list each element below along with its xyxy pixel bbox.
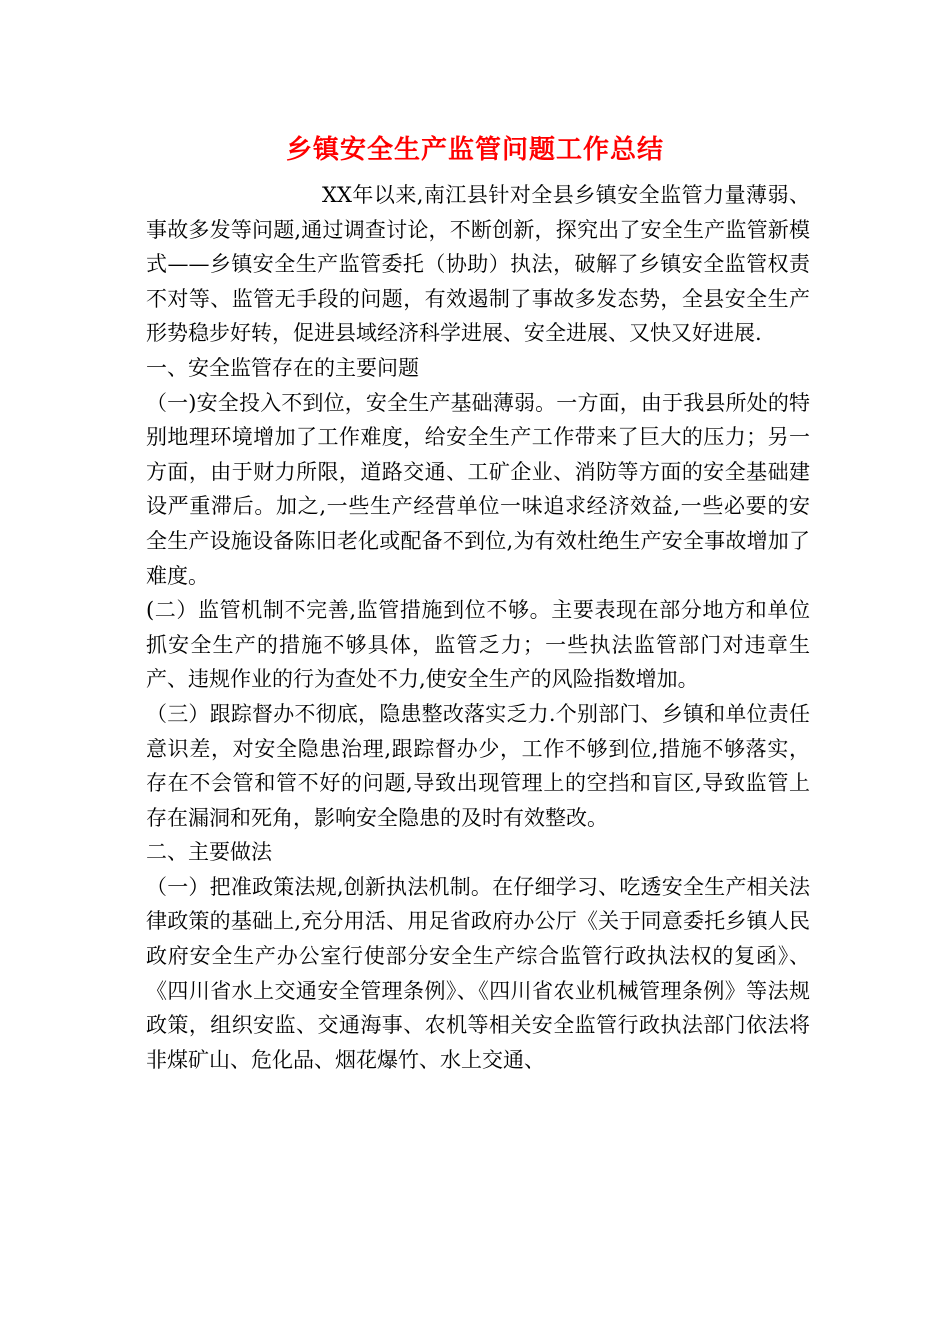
problem-paragraph-2: (二）监管机制不完善,监管措施到位不够。主要表现在部分地方和单位抓安全生产的措施不够具体，监管乏力；一些执法监管部门对违章生产、违规作业的行为查处不力,使安全生产的风险指数增加。 xyxy=(146,598,810,692)
document-body xyxy=(146,178,810,1077)
section-heading-2: 二、主要做法 xyxy=(146,840,272,865)
intro-paragraph: XX年以来,南江县针对全县乡镇安全监管力量薄弱、事故多发等问题,通过调查讨论，不断创新，探究出了安全生产监管新模式——乡镇安全生产监管委托（协助）执法，破解了乡镇安全监管权责不对等、监管无手段的问题，有效遏制了事故多发态势，全县安全生产形势稳步好转，促进县域经济科学进展、安全进展、又快又好进展. xyxy=(146,183,810,346)
problem-paragraph-3: （三）跟踪督办不彻底，隐患整改落实乏力.个别部门、乡镇和单位责任意识差，对安全隐患治理,跟踪督办少，工作不够到位,措施不够落实，存在不会管和管不好的问题,导致出现管理上的空挡和盲区,导致监管上存在漏洞和死角，影响安全隐患的及时有效整改。 xyxy=(146,701,810,830)
practice-paragraph-1: （一）把准政策法规,创新执法机制。在仔细学习、吃透安全生产相关法律政策的基础上,充分用活、用足省政府办公厅《关于同意委托乡镇人民政府安全生产办公室行使部分安全生产综合监管行政执法权的复函》、《四川省水上交通安全管理条例》、《四川省农业机械管理条例》等法规政策，组织安监、交通海事、农机等相关安全监管行政执法部门依法将非煤矿山、危化品、烟花爆竹、水上交通、 xyxy=(146,874,810,1072)
section-heading-1: 一、安全监管存在的主要问题 xyxy=(146,355,419,380)
document-title: 乡镇安全生产监管问题工作总结 xyxy=(285,135,664,165)
problem-paragraph-1: （一)安全投入不到位，安全生产基础薄弱。一方面，由于我县所处的特别地理环境增加了工作难度，给安全生产工作带来了巨大的压力；另一方面，由于财力所限，道路交通、工矿企业、消防等方面的安全基础建设严重滞后。加之,一些生产经营单位一味追求经济效益,一些必要的安全生产设施设备陈旧老化或配备不到位,为有效杜绝生产安全事故增加了难度。 xyxy=(146,390,810,588)
